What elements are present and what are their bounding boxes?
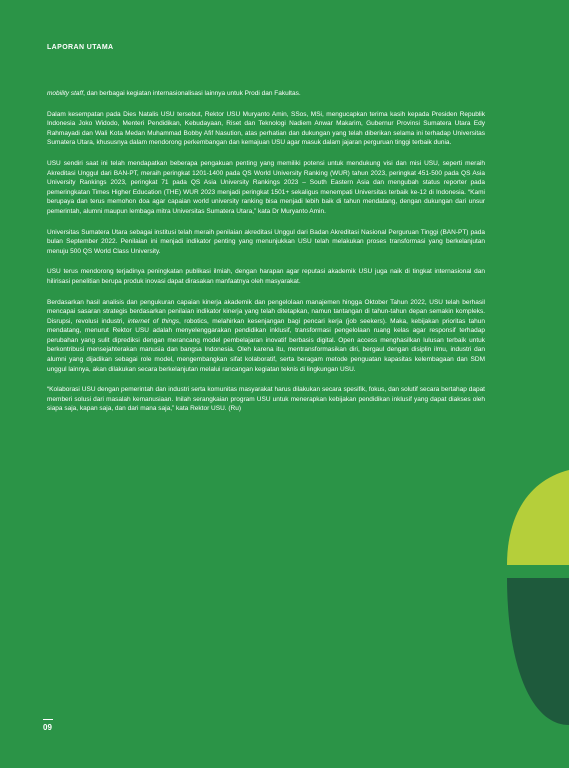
paragraph-6-text-a: Berdasarkan hasil analisis dan pengukuran capaian kinerja akademik dan pengelolaan manajemen hingga Oktober Tahun 2022, USU telah berhasil mencapai sasaran strategis berdasarkan penilaian indikator kinerja yang telah ditetapkan, namun tantangan di tahun-tahun depan semakin kompleks. Disrupsi, revolusi industri, [47, 298, 485, 325]
dark-green-quarter-shape [507, 578, 569, 725]
paragraph-6-text-b: , robotics, melahirkan kesenjangan bagi pencari kerja (job seekers). Maka, kebijakan prioritas tahun mendatang, menurut Rektor USU adalah menyelenggarakan pendidikan inklusif, transformasi pengelolaan ruang kelas agar responsif terhadap perubahan yang sulit diprediksi dengan merancang model pembelajaran inovatif berbasis digital. Open access menghasilkan lulusan terbaik untuk berkontribusi mensejahterakan manusia dan bangsa Indonesia. Oleh karena itu, mentransformasikan diri, bergaul dengan disiplin ilmu, industri dan alumni yang dijadikan sebagai role model, mengembangkan sifat kolaboratif, serta beragam metode penguatan kapasitas kelembagaan dan SDM unggul lainnya, akan dilakukan secara berkelanjutan melalui rancangan kegiatan teknis di lingkungan USU. [47, 317, 486, 373]
footer-divider [43, 719, 53, 720]
paragraph-1-text: , dan berbagai kegiatan internasionalisasi lainnya untuk Prodi dan Fakultas. [83, 90, 301, 97]
section-label: LAPORAN UTAMA [47, 44, 114, 51]
paragraph-4: Universitas Sumatera Utara sebagai institusi telah meraih penilaian akreditasi Unggul dari Badan Akreditasi Nasional Perguruan Tinggi (BAN-PT) pada bulan September 2022. Penilaian ini menjadi indikator penting yang menunjukkan USU telah melakukan proses transformasi yang berkelanjutan menuju 500 QS World Class University. [47, 228, 485, 255]
paragraph-1 [47, 89, 485, 99]
paragraph-6 [47, 298, 485, 375]
lime-leaf-shape [507, 470, 569, 565]
article-body [47, 89, 485, 414]
paragraph-3: USU sendiri saat ini telah mendapatkan beberapa pengakuan penting yang memiliki potensi untuk mendukung visi dan misi USU, seperti meraih Akreditasi Unggul dari BAN-PT, meraih peringkat 1201-1400 pada QS World University Ranking (WUR) tahun 2023, peringkat 451-500 pada QS Asia University Rankings 2023, peringkat 71 pada QS Asia University Rankings 2023 – South Eastern Asia dan mengubah status reporter pada pemeringkatan Times Higher Education (THE) WUR 2023 menjadi peringkat 1501+ sekaligus menempati Universitas terbaik ke-12 di Indonesia. “Kami berupaya dan terus memohon doa agar capaian world university ranking bisa menjadi lebih baik di tahun mendatang, dengan dukungan dari unsur pemerintah, alumni maupun lembaga mitra Universitas Sumatera Utara,” kata Dr Muryanto Amin. [47, 159, 485, 215]
paragraph-5: USU terus mendorong terjadinya peningkatan publikasi ilmiah, dengan harapan agar reputasi akademik USU juga naik di tingkat internasional dan hilirisasi penelitian berupa produk inovasi dapat dirasakan manfaatnya oleh masyarakat. [47, 268, 485, 285]
paragraph-6-italic: internet of things [127, 317, 180, 325]
paragraph-7: “Kolaborasi USU dengan pemerintah dan industri serta komunitas masyarakat harus dilakukan secara spesifik, fokus, dan solutif secara bertahap dapat memberi solusi dari masalah kemanusiaan. Inilah serangkaian program USU untuk menerapkan kebijakan pendidikan inklusif yang dapat diakses oleh siapa saja, kapan saja, dan dari mana saja,” kata Rektor USU. (Ru) [47, 386, 485, 413]
page-number: 09 [43, 723, 52, 732]
paragraph-2: Dalam kesempatan pada Dies Natalis USU tersebut, Rektor USU Muryanto Amin, SSos, MSi, mengucapkan terima kasih kepada Presiden Republik Indonesia Joko Widodo, Menteri Pendidikan, Kebudayaan, Riset dan Teknologi Nadiem Anwar Makarim, Gubernur Provinsi Sumatera Utara Edy Rahmayadi dan Wali Kota Medan Muhammad Bobby Afif Nasution, atas perhatian dan dukungan yang telah diberikan selama ini terhadap Universitas Sumatera Utara, khususnya dalam mendorong perkembangan dan kemajuan USU agar masuk dalam jajaran perguruan tinggi terbaik dunia. [47, 110, 485, 147]
decorative-leaf-shapes [479, 470, 569, 730]
paragraph-1-italic: mobility staff [47, 90, 84, 97]
